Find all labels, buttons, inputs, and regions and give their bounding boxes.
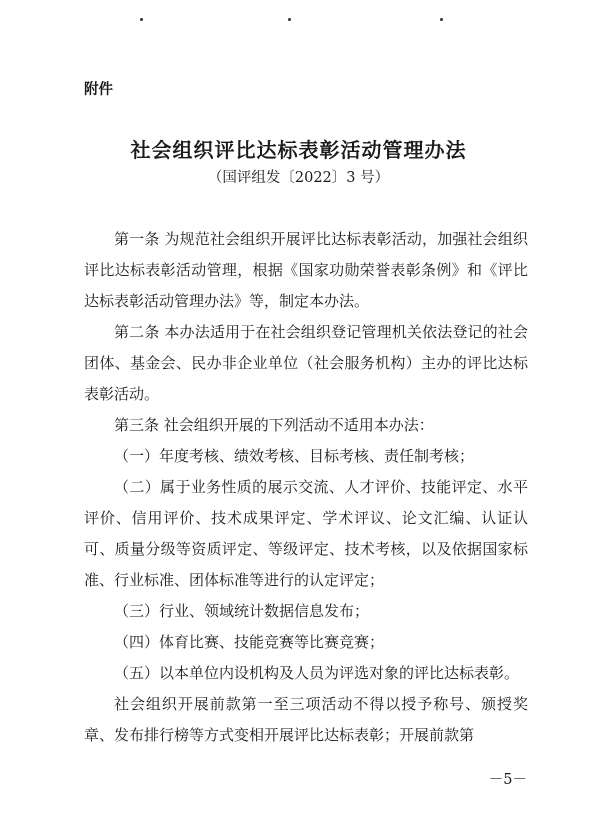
article-3-item-5: （五）以本单位内设机构及人员为评选对象的评比达标表彰。 — [114, 664, 520, 682]
scan-mark — [440, 18, 443, 21]
article-3: 第三条 社会组织开展的下列活动不适用本办法： — [114, 416, 434, 434]
scan-mark — [140, 18, 143, 21]
article-3-item-4: （四）体育比赛、技能竞赛等比赛竞赛； — [114, 633, 385, 651]
article-3-item-2: （二）属于业务性质的展示交流、人才评价、技能评定、水平评价、信用评价、技术成果评定、学术评议、论文汇编、认证认可、质量分级等资质评定、等级评定、技术考核，以及依据国家标准、行业标准、团体标准等进行的认定评定； — [84, 478, 528, 589]
article-2: 第二条 本办法适用于在社会组织登记管理机关依法登记的社会团体、基金会、民办非企业单位（社会服务机构）主办的评比达标表彰活动。 — [84, 323, 528, 403]
attachment-label: 附件 — [84, 82, 113, 98]
document-number: （国评组发〔2022〕3 号） — [207, 170, 390, 186]
document-body — [84, 224, 528, 751]
document-title: 社会组织评比达标表彰活动管理办法 — [130, 138, 467, 162]
page-number: －5－ — [488, 772, 527, 788]
article-3-item-3: （三）行业、领域统计数据信息发布； — [114, 602, 370, 620]
article-3-note: 社会组织开展前款第一至三项活动不得以授予称号、颁授奖章、发布排行榜等方式变相开展评比达标表彰；开展前款第 — [84, 695, 528, 744]
article-3-item-1: （一）年度考核、绩效考核、目标考核、责任制考核； — [114, 447, 475, 465]
article-1: 第一条 为规范社会组织开展评比达标表彰活动，加强社会组织评比达标表彰活动管理，根据《国家功勋荣誉表彰条例》和《评比达标表彰活动管理办法》等，制定本办法。 — [84, 230, 528, 310]
scan-mark — [288, 18, 291, 21]
